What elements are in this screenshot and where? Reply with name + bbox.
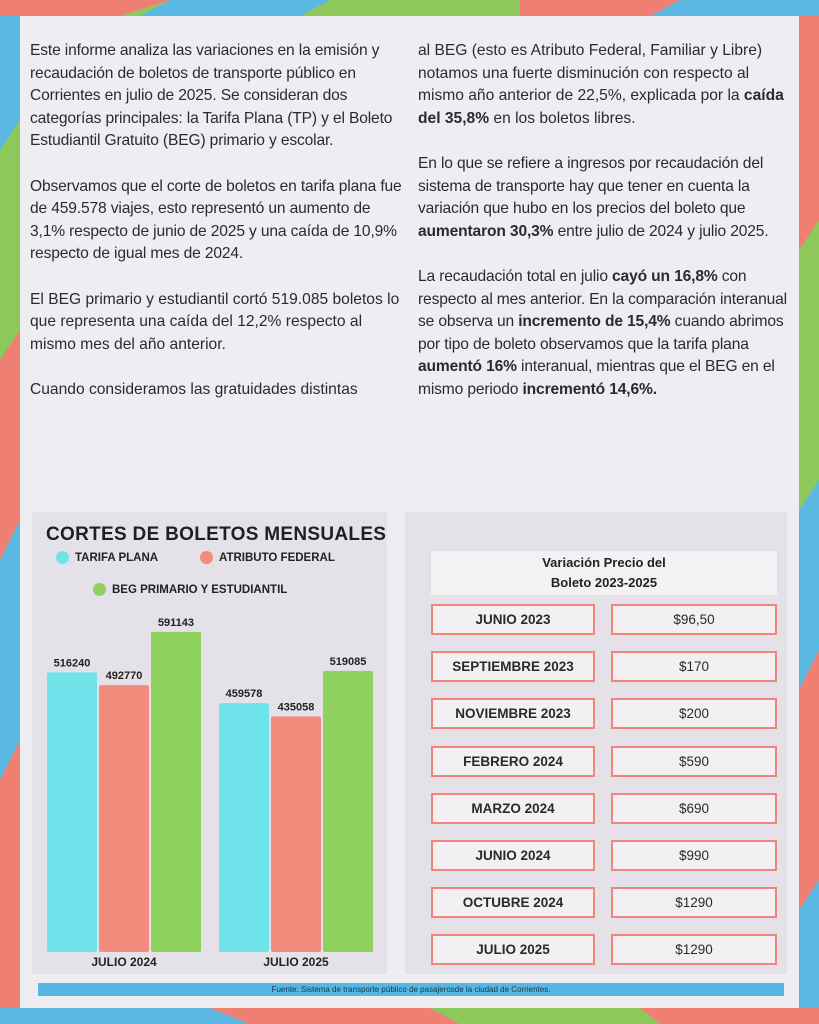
bar-tarifa-plana-1 <box>47 672 97 952</box>
text-run: cuando abrimos por tipo de boleto observamos que la tarifa plana <box>418 313 784 353</box>
price-row-value: $200 <box>611 698 777 729</box>
highlight-cayo: cayó un 16,8% <box>612 267 718 285</box>
price-row <box>431 604 779 635</box>
price-row-value: $1290 <box>611 887 777 918</box>
price-row-value: $170 <box>611 651 777 682</box>
legend-label: TARIFA PLANA <box>75 551 159 564</box>
price-row-value: $590 <box>611 746 777 777</box>
text-run: al BEG (esto es Atributo Federal, Familiar y Libre) notamos una fuerte disminución con respecto al mismo año anterior de 22,5%, explicada por la <box>418 42 763 105</box>
bar-beg-primario-y-estudiantil-2 <box>323 671 373 952</box>
text-column-left <box>30 40 408 424</box>
price-row <box>431 840 779 871</box>
category-label: JULIO 2025 <box>263 955 329 969</box>
highlight-incremento-beg: incrementó 14,6%. <box>522 380 657 398</box>
bar-chart <box>32 600 387 972</box>
bar-value-label: 435058 <box>277 701 315 714</box>
price-row-period: JUNIO 2023 <box>431 604 595 635</box>
text-run: en los boletos libres. <box>489 109 636 127</box>
highlight-aumento-tp: aumentó 16% <box>418 358 517 376</box>
paragraph-beg: El BEG primario y estudiantil cortó 519.085 boletos lo que representa una caída del 12,2% respecto al mismo mes del año anterior. <box>30 290 400 353</box>
price-table-title-line2: Boleto 2023-2025 <box>550 575 658 590</box>
paragraph-atributos <box>418 40 796 130</box>
price-row-period: FEBRERO 2024 <box>431 746 595 777</box>
legend-label: BEG PRIMARIO Y ESTUDIANTIL <box>112 583 288 596</box>
bar-value-label: 591143 <box>157 616 195 629</box>
paragraph-tarifa-plana: Observamos que el corte de boletos en tarifa plana fue de 459.578 viajes, esto representó un aumento de 3,1% respecto de junio de 2025 y una caída de 10,9% respecto de igual mes de 2024. <box>30 177 402 263</box>
paragraph-intro: Este informe analiza las variaciones en la emisión y recaudación de boletos de transporte público en Corrientes en julio de 2025. Se consideran dos categorías principales: la Tarifa Plana (TP) y el Boleto Estudiantil Gratuito (BEG) primario y escolar. <box>30 42 393 150</box>
text-run: La recaudación total en julio <box>418 267 613 285</box>
bar-value-label: 459578 <box>225 688 263 701</box>
legend-dot-tarifa-plana <box>56 551 69 564</box>
paragraph-ingresos <box>418 153 796 243</box>
paragraph-recaudacion <box>418 266 796 402</box>
price-row-period: JULIO 2025 <box>431 934 595 965</box>
bar-tarifa-plana-2 <box>219 703 269 952</box>
price-row-period: NOVIEMBRE 2023 <box>431 698 595 729</box>
bar-value-label: 516240 <box>53 657 91 670</box>
legend-dot-beg <box>93 583 106 596</box>
price-row-period: JUNIO 2024 <box>431 840 595 871</box>
bar-atributo-federal-1 <box>99 685 149 952</box>
highlight-incremento-interanual: incremento de 15,4% <box>518 313 671 331</box>
paragraph-gratuidades: Cuando consideramos las gratuidades distintas <box>30 380 358 398</box>
price-row <box>431 934 779 965</box>
source-footer: Fuente: Sistema de transporte público de pasajerosde la ciudad de Corrientes. <box>38 983 784 996</box>
text-run: interanual, mientras que el BEG en el mismo periodo <box>418 358 775 398</box>
bar-value-label: 519085 <box>329 655 367 668</box>
legend-label: ATRIBUTO FEDERAL <box>219 551 335 564</box>
price-row <box>431 793 779 824</box>
category-label: JULIO 2024 <box>91 955 157 969</box>
price-row-value: $690 <box>611 793 777 824</box>
text-run: con respecto al mes anterior. En la comparación interanual se observa un <box>418 267 787 331</box>
price-table-title <box>431 551 777 595</box>
price-row-value: $990 <box>611 840 777 871</box>
price-row <box>431 746 779 777</box>
chart-title: CORTES DE BOLETOS MENSUALES <box>46 524 387 545</box>
highlight-aumento-precio: aumentaron 30,3% <box>418 222 554 240</box>
bar-beg-primario-y-estudiantil-1 <box>151 632 201 952</box>
text-run: entre julio de 2024 y julio 2025. <box>553 222 769 240</box>
price-table-title-line1: Variación Precio del <box>542 555 666 570</box>
price-row-period: MARZO 2024 <box>431 793 595 824</box>
price-row <box>431 698 779 729</box>
legend-item-tarifa-plana <box>56 551 158 564</box>
legend-item-beg <box>93 583 287 596</box>
price-row <box>431 651 779 682</box>
price-row <box>431 887 779 918</box>
text-column-right <box>418 40 796 424</box>
bar-atributo-federal-2 <box>271 716 321 952</box>
price-row-period: SEPTIEMBRE 2023 <box>431 651 595 682</box>
price-row-period: OCTUBRE 2024 <box>431 887 595 918</box>
legend-dot-atributo-federal <box>200 551 213 564</box>
legend-item-atributo-federal <box>200 551 335 564</box>
bar-value-label: 492770 <box>105 670 143 683</box>
highlight-caida-libres: caída del 35,8% <box>418 87 784 127</box>
text-run: En lo que se refiere a ingresos por recaudación del sistema de transporte hay que tener en cuenta la variación que hubo en los precios del boleto que <box>418 154 764 218</box>
price-row-value: $1290 <box>611 934 777 965</box>
price-row-value: $96,50 <box>611 604 777 635</box>
